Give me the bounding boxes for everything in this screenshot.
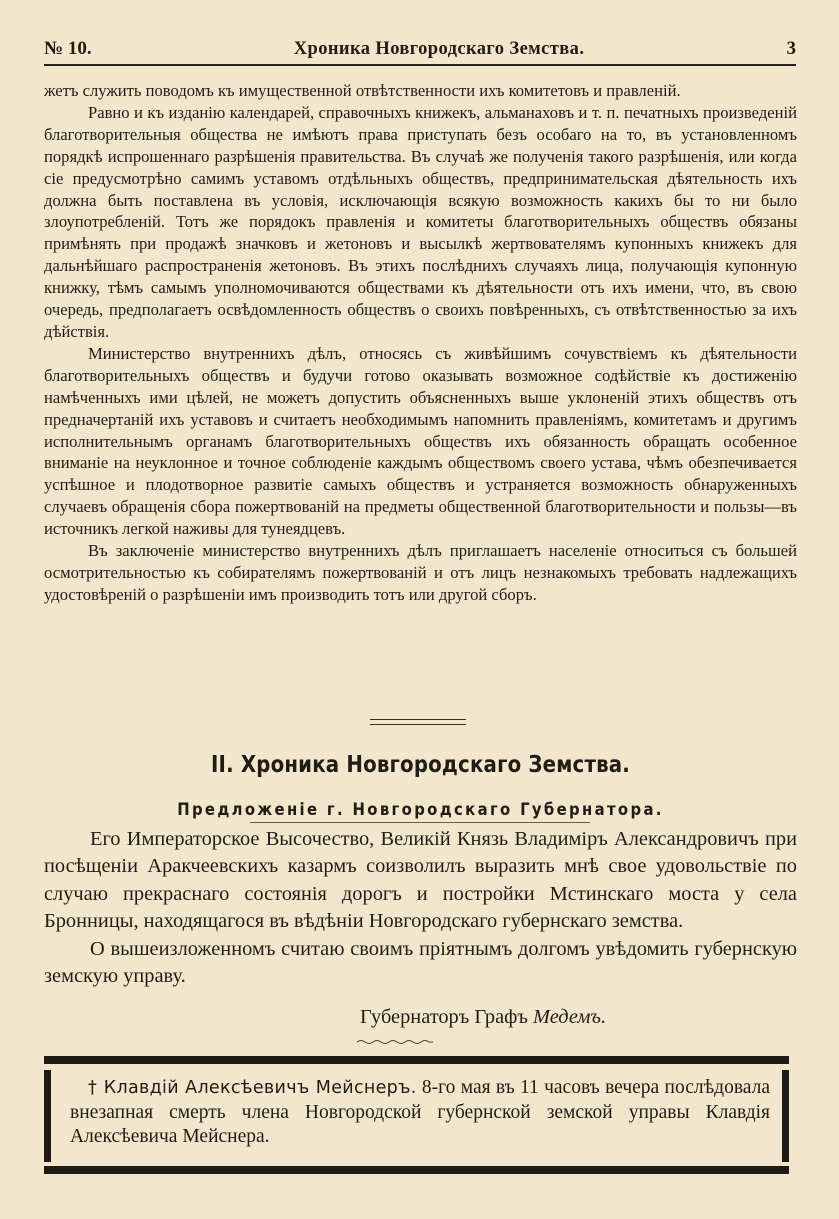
paragraph: Его Императорское Высочество, Великій Князь Владиміръ Александровичъ при посѣщеніи Аракчеевскихъ казармъ соизволилъ выразить мнѣ свое удовольствіе по случаю прекраснаго состоянія дорогъ и постройки Мстинскаго моста у села Бронницы, находящагося въ вѣдѣніи Новгородскаго губернскаго земства. [44,828,797,933]
page-number: 3 [786,38,796,59]
signature-name: Медемъ. [533,1006,607,1028]
paragraph: жетъ служить поводомъ къ имущественной отвѣтственности ихъ комитетовъ и правленій. [44,81,681,100]
signature-prefix: Губернаторъ Графъ [360,1006,528,1028]
obituary-heading: † Клавдій Алексѣевичъ Мейснеръ. [88,1078,417,1098]
paragraph: Равно и къ изданію календарей, справочныхъ книжекъ, альманаховъ и т. п. печатныхъ произведеній благотворительныя общества не имѣютъ права приступать безъ особаго на то, въ установленномъ порядкѣ испрошеннаго разрѣшенія правительства. Въ случаѣ же полученія такого разрѣшенія, или когда сіе предусмотрѣно самимъ уставомъ отдѣльныхъ обществъ, предпринимательская дѣятельность ихъ должна быть поставлена въ условія, исключающія всякую возможность какихъ бы то ни было злоупотребленій. Тотъ же порядокъ правленія и комитеты благотворительныхъ обществъ обязаны примѣнять при продажѣ значковъ и жетоновъ и высылкѣ жертвователямъ купонныхъ книжекъ для дальнѣйшаго распространенія жетоновъ. Въ этихъ послѣднихъ случаяхъ лица, получающія купонную книжку, тѣмъ самымъ уполномочиваются обществами къ дѣятельности отъ ихъ имени, что, въ свою очередь, предполагаетъ освѣдомленность обществъ о своихъ повѣренныхъ, съ отвѣтственностью за ихъ дѣйствія. [44,102,797,341]
paragraph: Министерство внутреннихъ дѣлъ, относясь съ живѣйшимъ сочувствіемъ къ дѣятельности благотворительныхъ обществъ и будучи готово оказывать возможное содѣйствіе къ достиженію намѣченныхъ ими цѣлей, не можетъ допустить объясненныхъ выше уклоненій этихъ обществъ отъ предначертаній ихъ уставовъ и считаетъ необходимымъ напомнить правленіямъ, комитетамъ и другимъ исполнительнымъ органамъ благотворительныхъ обществъ ихъ обязанность обращать особенное вниманіе на неуклонное и точное соблюденіе каждымъ обществомъ своего устава, чѣмъ обезпечивается успѣшное и плодотворное развитіе самыхъ обществъ и устраняется возможность обнаруженныхъ случаевъ обращенія сбора пожертвованій на предметы общественной благотворительности и пользы—въ источникъ легкой наживы для тунеядцевъ. [44,343,797,539]
paragraph: О вышеизложенномъ считаю своимъ пріятнымъ долгомъ увѣдомить губернскую земскую управу. [44,937,797,988]
signature [360,1006,660,1029]
paragraph: Въ заключеніе министерство внутреннихъ дѣлъ приглашаетъ населеніе относиться съ большей осмотрительностью къ собирателямъ пожертвованій и отъ лицъ незнакомыхъ требовать надлежащихъ удостовѣреній о разрѣшеніи имъ производить тотъ или другой сборъ. [44,541,797,604]
proposal-body [44,826,797,990]
section-divider [370,719,466,725]
running-header [44,30,796,60]
subsection-underline [250,822,590,823]
header-rule [44,64,796,66]
obituary-box [44,1056,797,1174]
issue-number: № 10. [44,38,92,59]
border-bottom [44,1166,789,1174]
subsection-title: Предложеніе г. Новгородскаго Губернатора. [177,800,664,819]
article-body [44,80,797,606]
journal-title: Хроника Новгородскаго Земства. [293,39,585,59]
ornament-divider [355,1038,435,1046]
obituary-body: 8-го мая въ 11 часовъ вечера послѣдовала внезапная смерть члена Новгородской губернской земской управы Клавдія Алексѣевича Мейснера. [70,1077,770,1148]
obituary-text [70,1076,770,1150]
border-right [782,1070,789,1162]
border-top [44,1056,789,1064]
border-left [44,1070,51,1162]
section-title: II. Хроника Новгородскаго Земства. [211,752,630,778]
